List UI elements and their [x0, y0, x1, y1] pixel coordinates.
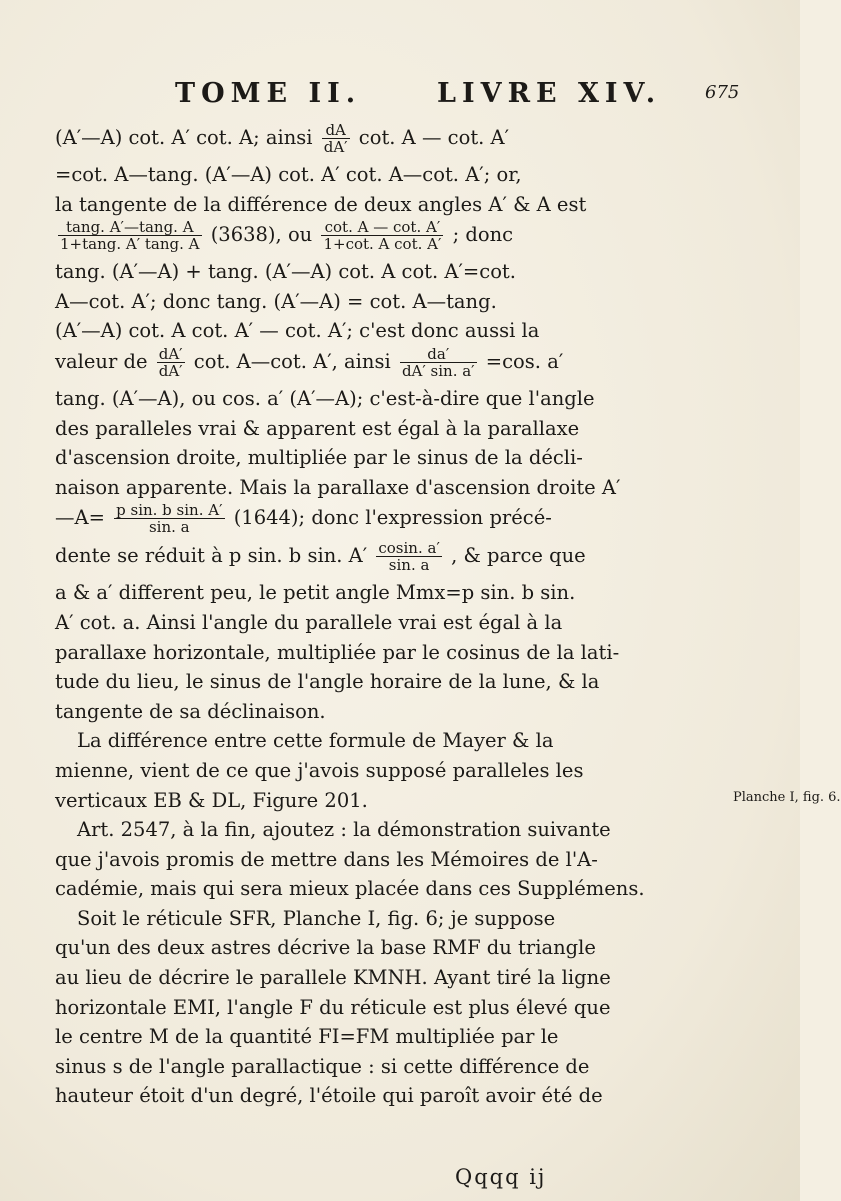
text-line: Soit le réticule SFR, Planche I, fig. 6; je suppose — [77, 906, 556, 930]
text-line — [55, 122, 720, 160]
text-span: ; donc — [452, 223, 514, 247]
text-line: Art. 2547, à la fin, ajoutez : la démonstration suivante — [77, 818, 611, 842]
text-line: que j'avois promis de mettre dans les Mémoires de l'A- — [55, 847, 598, 871]
text-line: =cot. A—tang. (A′—A) cot. A′ cot. A—cot. A′; or, — [55, 163, 522, 186]
text-line: mienne, vient de ce que j'avois supposé paralleles les — [55, 758, 584, 782]
fraction-denominator: 1+tang. A′ tang. A — [60, 235, 200, 254]
text-span: —A= — [55, 506, 105, 530]
text-line: La différence entre cette formule de Mayer & la — [77, 729, 554, 753]
header-volume: TOME II. — [175, 78, 362, 109]
text-line — [55, 540, 720, 578]
header-book: LIVRE XIV. — [437, 78, 662, 109]
fraction-denominator: sin. a — [388, 556, 430, 575]
text-line: (A′—A) cot. A cot. A′ — cot. A′; c'est donc aussi la — [55, 319, 540, 343]
text-span: , & parce que — [451, 544, 586, 568]
fraction-denominator: dA′ sin. a′ — [401, 361, 475, 380]
text-line: verticaux EB & DL, Figure 201. — [55, 788, 368, 812]
text-span: =cos. a′ — [485, 349, 564, 373]
fraction — [400, 346, 477, 379]
text-line: sinus s de l'angle parallactique : si cette différence de — [55, 1054, 590, 1078]
text-span: cot. A — cot. A′ — [358, 126, 510, 149]
text-line: naison apparente. Mais la parallaxe d'ascension droite A′ — [55, 475, 621, 499]
text-line: cadémie, mais qui sera mieux placée dans ces Supplémens. — [55, 877, 645, 901]
text-line: la tangente de la différence de deux angles A′ & A est — [55, 192, 587, 216]
text-span: (3638), ou — [210, 223, 313, 247]
fraction — [114, 502, 224, 535]
text-line: A—cot. A′; donc tang. (A′—A) = cot. A—tang. — [55, 289, 497, 313]
fraction — [58, 219, 202, 252]
fraction — [321, 219, 443, 252]
text-line: tang. (A′—A), ou cos. a′ (A′—A); c'est-à-dire que l'angle — [55, 386, 595, 410]
text-line: horizontale EMI, l'angle F du réticule est plus élevé que — [55, 995, 611, 1019]
text-span: (1644); donc l'expression précé- — [233, 506, 552, 530]
text-span: (A′—A) cot. A′ cot. A; ainsi — [55, 126, 313, 149]
text-span: valeur de — [55, 349, 148, 373]
text-line — [55, 219, 720, 257]
fraction-denominator: dA′ — [323, 138, 348, 156]
running-header — [175, 78, 755, 118]
text-line — [55, 346, 720, 384]
text-line: d'ascension droite, multipliée par le sinus de la décli- — [55, 446, 583, 470]
text-line — [55, 502, 720, 540]
fraction-denominator: sin. a — [148, 518, 190, 537]
text-span: dente se réduit à p sin. b sin. A′ — [55, 544, 368, 568]
fraction-numerator: tang. A′—tang. A — [58, 219, 202, 236]
fraction-denominator: dA′ — [158, 361, 183, 380]
fraction-numerator: p sin. b sin. A′ — [116, 501, 223, 520]
body-text — [55, 122, 720, 1111]
page-number: 675 — [705, 82, 740, 103]
text-line: tude du lieu, le sinus de l'angle horaire de la lune, & la — [55, 670, 600, 694]
text-line: tangente de sa déclinaison. — [55, 699, 326, 723]
margin-note: Planche I, fig. 6. — [733, 790, 841, 805]
fraction — [157, 346, 185, 379]
fraction-numerator: da′ — [400, 346, 477, 363]
text-span: cot. A—cot. A′, ainsi — [193, 349, 391, 373]
text-line: au lieu de décrire le parallele KMNH. Ayant tiré la ligne — [55, 966, 611, 990]
text-line: tang. (A′—A) + tang. (A′—A) cot. A cot. A′=cot. — [55, 260, 516, 284]
fraction-denominator: 1+cot. A cot. A′ — [323, 235, 442, 254]
text-line: qu'un des deux astres décrive la base RMF du triangle — [55, 936, 596, 960]
fraction-numerator: cosin. a′ — [378, 539, 440, 558]
fraction-numerator: dA — [322, 122, 350, 139]
text-line: a & a′ different peu, le petit angle Mmx=p sin. b sin. — [55, 581, 576, 605]
printer-signature: Qqqq ij — [455, 1165, 547, 1189]
text-line: A′ cot. a. Ainsi l'angle du parallele vrai est égal à la — [55, 610, 563, 634]
fraction-numerator: dA′ — [158, 344, 183, 363]
text-line: hauteur étoit d'un degré, l'étoile qui paroît avoir été de — [55, 1084, 603, 1108]
fraction — [376, 540, 441, 573]
text-line: parallaxe horizontale, multipliée par le cosinus de la lati- — [55, 640, 620, 664]
text-line: le centre M de la quantité FI=FM multipliée par le — [55, 1025, 559, 1049]
fraction-numerator: cot. A — cot. A′ — [321, 219, 443, 236]
text-line: des paralleles vrai & apparent est égal à la parallaxe — [55, 416, 580, 440]
fraction — [322, 122, 350, 155]
